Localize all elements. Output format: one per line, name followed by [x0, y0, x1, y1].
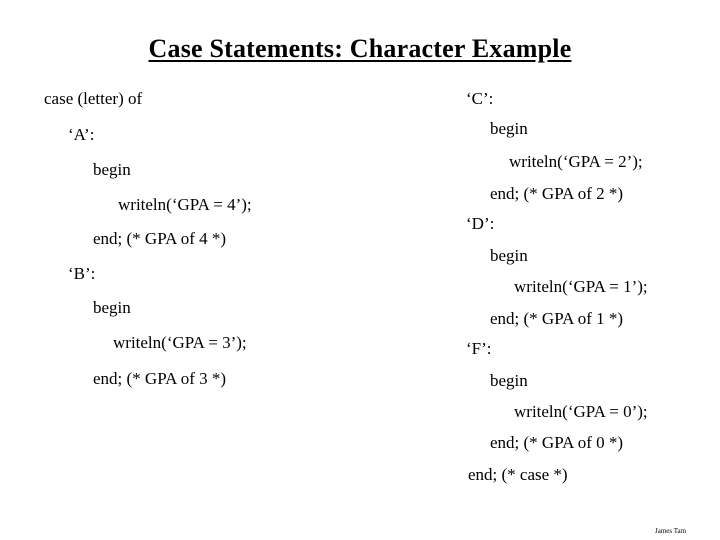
slide-title: Case Statements: Character Example — [148, 34, 572, 63]
code-line: ‘F’: — [466, 339, 492, 358]
code-line: ‘D’: — [466, 214, 495, 233]
code-line: writeln(‘GPA = 0’); — [514, 402, 648, 421]
code-line: begin — [93, 160, 131, 179]
code-line: ‘C’: — [466, 89, 494, 108]
code-line: end; (* GPA of 1 *) — [490, 309, 624, 328]
code-line: begin — [490, 246, 528, 265]
code-line: end; (* GPA of 0 *) — [490, 433, 624, 452]
code-line: end; (* GPA of 4 *) — [93, 229, 227, 248]
code-line: ‘A’: — [68, 125, 95, 144]
code-line: end; (* case *) — [468, 465, 568, 484]
code-line: ‘B’: — [68, 264, 96, 283]
code-line: writeln(‘GPA = 4’); — [118, 195, 252, 214]
code-line: begin — [490, 371, 528, 390]
code-line: writeln(‘GPA = 3’); — [113, 333, 247, 352]
code-line: begin — [490, 119, 528, 138]
code-line: end; (* GPA of 3 *) — [93, 369, 227, 388]
code-line: writeln(‘GPA = 2’); — [509, 152, 643, 171]
author-credit: James Tam — [655, 527, 687, 535]
code-line: end; (* GPA of 2 *) — [490, 184, 624, 203]
code-line: begin — [93, 298, 131, 317]
code-line: writeln(‘GPA = 1’); — [514, 277, 648, 296]
code-line: case (letter) of — [44, 89, 143, 108]
